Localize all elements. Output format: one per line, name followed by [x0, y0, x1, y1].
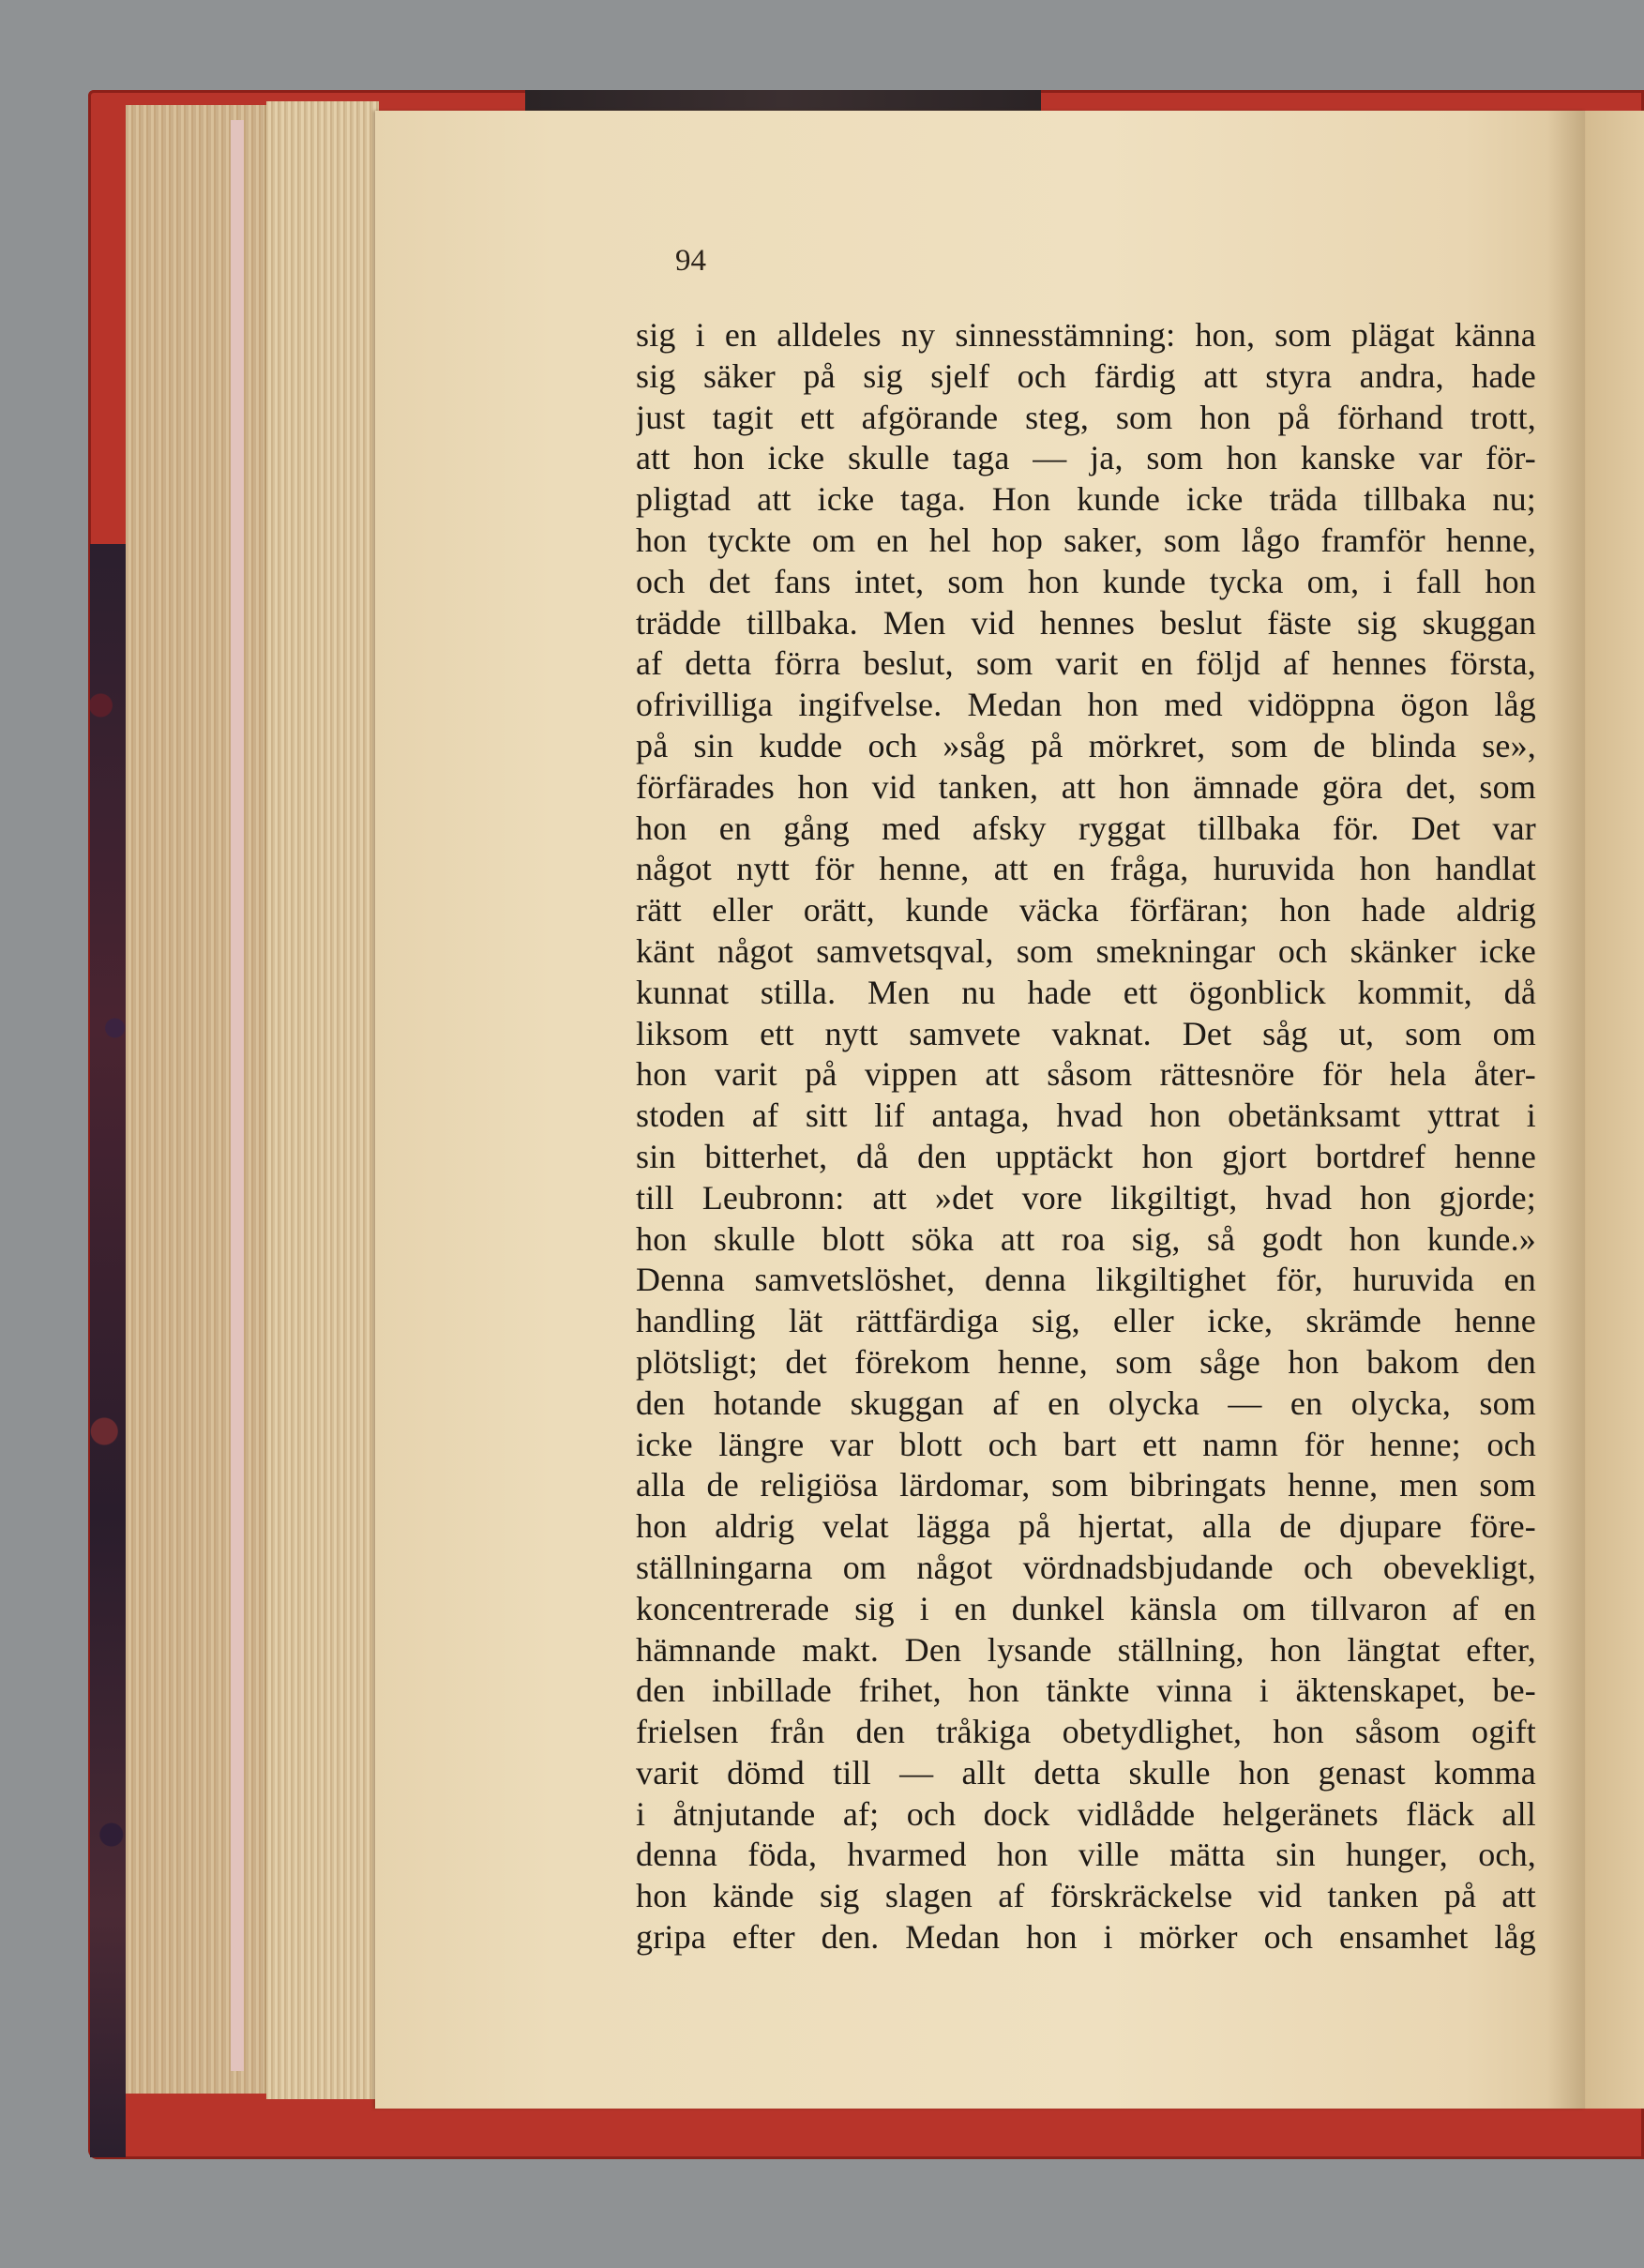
- book-page: [375, 111, 1585, 2109]
- text-line: den inbillade frihet, hon tänkte vinna i äktenskapet, be-: [636, 1671, 1536, 1710]
- marbled-binding: [90, 544, 126, 2157]
- page-stack-edges: [266, 101, 379, 2099]
- text-line: sig i en alldeles ny sinnesstämning: hon, som plägat känna: [636, 316, 1536, 354]
- page-edge-stripe: [231, 120, 244, 2071]
- text-line: känt något samvetsqval, som smekningar och skänker icke: [636, 931, 1536, 970]
- text-line: förfärades hon vid tanken, att hon ämnade göra det, som: [636, 767, 1536, 806]
- text-line: något nytt för henne, att en fråga, huruvida hon handlat: [636, 850, 1536, 888]
- text-line: koncentrerade sig i en dunkel känsla om tillvaron af en: [636, 1589, 1536, 1627]
- text-line: kunnat stilla. Men nu hade ett ögonblick kommit, då: [636, 973, 1536, 1011]
- text-line: pligtad att icke taga. Hon kunde icke träda tillbaka nu;: [636, 480, 1536, 519]
- text-line: hon en gång med afsky ryggat tillbaka för. Det var: [636, 809, 1536, 847]
- text-line: ställningarna om något vördnadsbjudande och obevekligt,: [636, 1548, 1536, 1586]
- text-line: till Leubronn: att »det vore likgiltigt, hvad hon gjorde;: [636, 1178, 1536, 1217]
- text-line: ofrivilliga ingifvelse. Medan hon med vidöppna ögon låg: [636, 686, 1536, 724]
- text-line: på sin kudde och »såg på mörkret, som de blinda se»,: [636, 726, 1536, 764]
- text-line: Denna samvetslöshet, denna likgiltighet för, huruvida en: [636, 1261, 1536, 1299]
- text-line: varit dömd till — allt detta skulle hon genast komma: [636, 1753, 1536, 1792]
- text-line: sig säker på sig sjelf och färdig att styra andra, hade: [636, 356, 1536, 395]
- text-line: plötsligt; det förekom henne, som såge hon bakom den: [636, 1342, 1536, 1381]
- text-line: liksom ett nytt samvete vaknat. Det såg ut, som om: [636, 1014, 1536, 1052]
- text-line: att hon icke skulle taga — ja, som hon kanske var för-: [636, 439, 1536, 477]
- text-line: hon tyckte om en hel hop saker, som lågo framför henne,: [636, 521, 1536, 559]
- text-line: rätt eller orätt, kunde väcka förfäran; hon hade aldrig: [636, 891, 1536, 930]
- page-body-text: [636, 315, 1536, 1958]
- text-line: trädde tillbaka. Men vid hennes beslut fäste sig skuggan: [636, 603, 1536, 642]
- text-line: och det fans intet, som hon kunde tycka om, i fall hon: [636, 562, 1536, 600]
- text-line: den hotande skuggan af en olycka — en olycka, som: [636, 1383, 1536, 1422]
- text-line: stoden af sitt lif antaga, hvad hon obetänksamt yttrat i: [636, 1096, 1536, 1135]
- page-number: 94: [675, 244, 706, 278]
- text-line: handling lät rättfärdiga sig, eller icke, skrämde henne: [636, 1302, 1536, 1340]
- text-line: alla de religiösa lärdomar, som bibringats henne, men som: [636, 1466, 1536, 1504]
- text-line: just tagit ett afgörande steg, som hon på förhand trott,: [636, 398, 1536, 436]
- text-line: gripa efter den. Medan hon i mörker och ensamhet låg: [636, 1918, 1536, 1957]
- top-binding-strip: [525, 90, 1041, 111]
- text-line: hämnande makt. Den lysande ställning, hon längtat efter,: [636, 1630, 1536, 1669]
- text-line: icke längre var blott och bart ett namn för henne; och: [636, 1425, 1536, 1463]
- text-line: sin bitterhet, då den upptäckt hon gjort bortdref henne: [636, 1137, 1536, 1175]
- text-line: af detta förra beslut, som varit en följd af hennes första,: [636, 644, 1536, 683]
- page-gutter-shadow: [1547, 111, 1585, 2109]
- text-line: hon kände sig slagen af förskräckelse vid tanken på att: [636, 1877, 1536, 1915]
- text-line: hon varit på vippen att såsom rättesnöre för hela åter-: [636, 1055, 1536, 1094]
- text-line: hon aldrig velat lägga på hjertat, alla de djupare före-: [636, 1507, 1536, 1546]
- text-line: hon skulle blott söka att roa sig, så godt hon kunde.»: [636, 1219, 1536, 1258]
- text-line: frielsen från den tråkiga obetydlighet, hon såsom ogift: [636, 1713, 1536, 1751]
- text-line: denna föda, hvarmed hon ville mätta sin hunger, och,: [636, 1836, 1536, 1874]
- text-line: i åtnjutande af; och dock vidlådde helgeränets fläck all: [636, 1794, 1536, 1833]
- left-page-edges: [126, 105, 266, 2094]
- next-page-edge: [1585, 111, 1644, 2109]
